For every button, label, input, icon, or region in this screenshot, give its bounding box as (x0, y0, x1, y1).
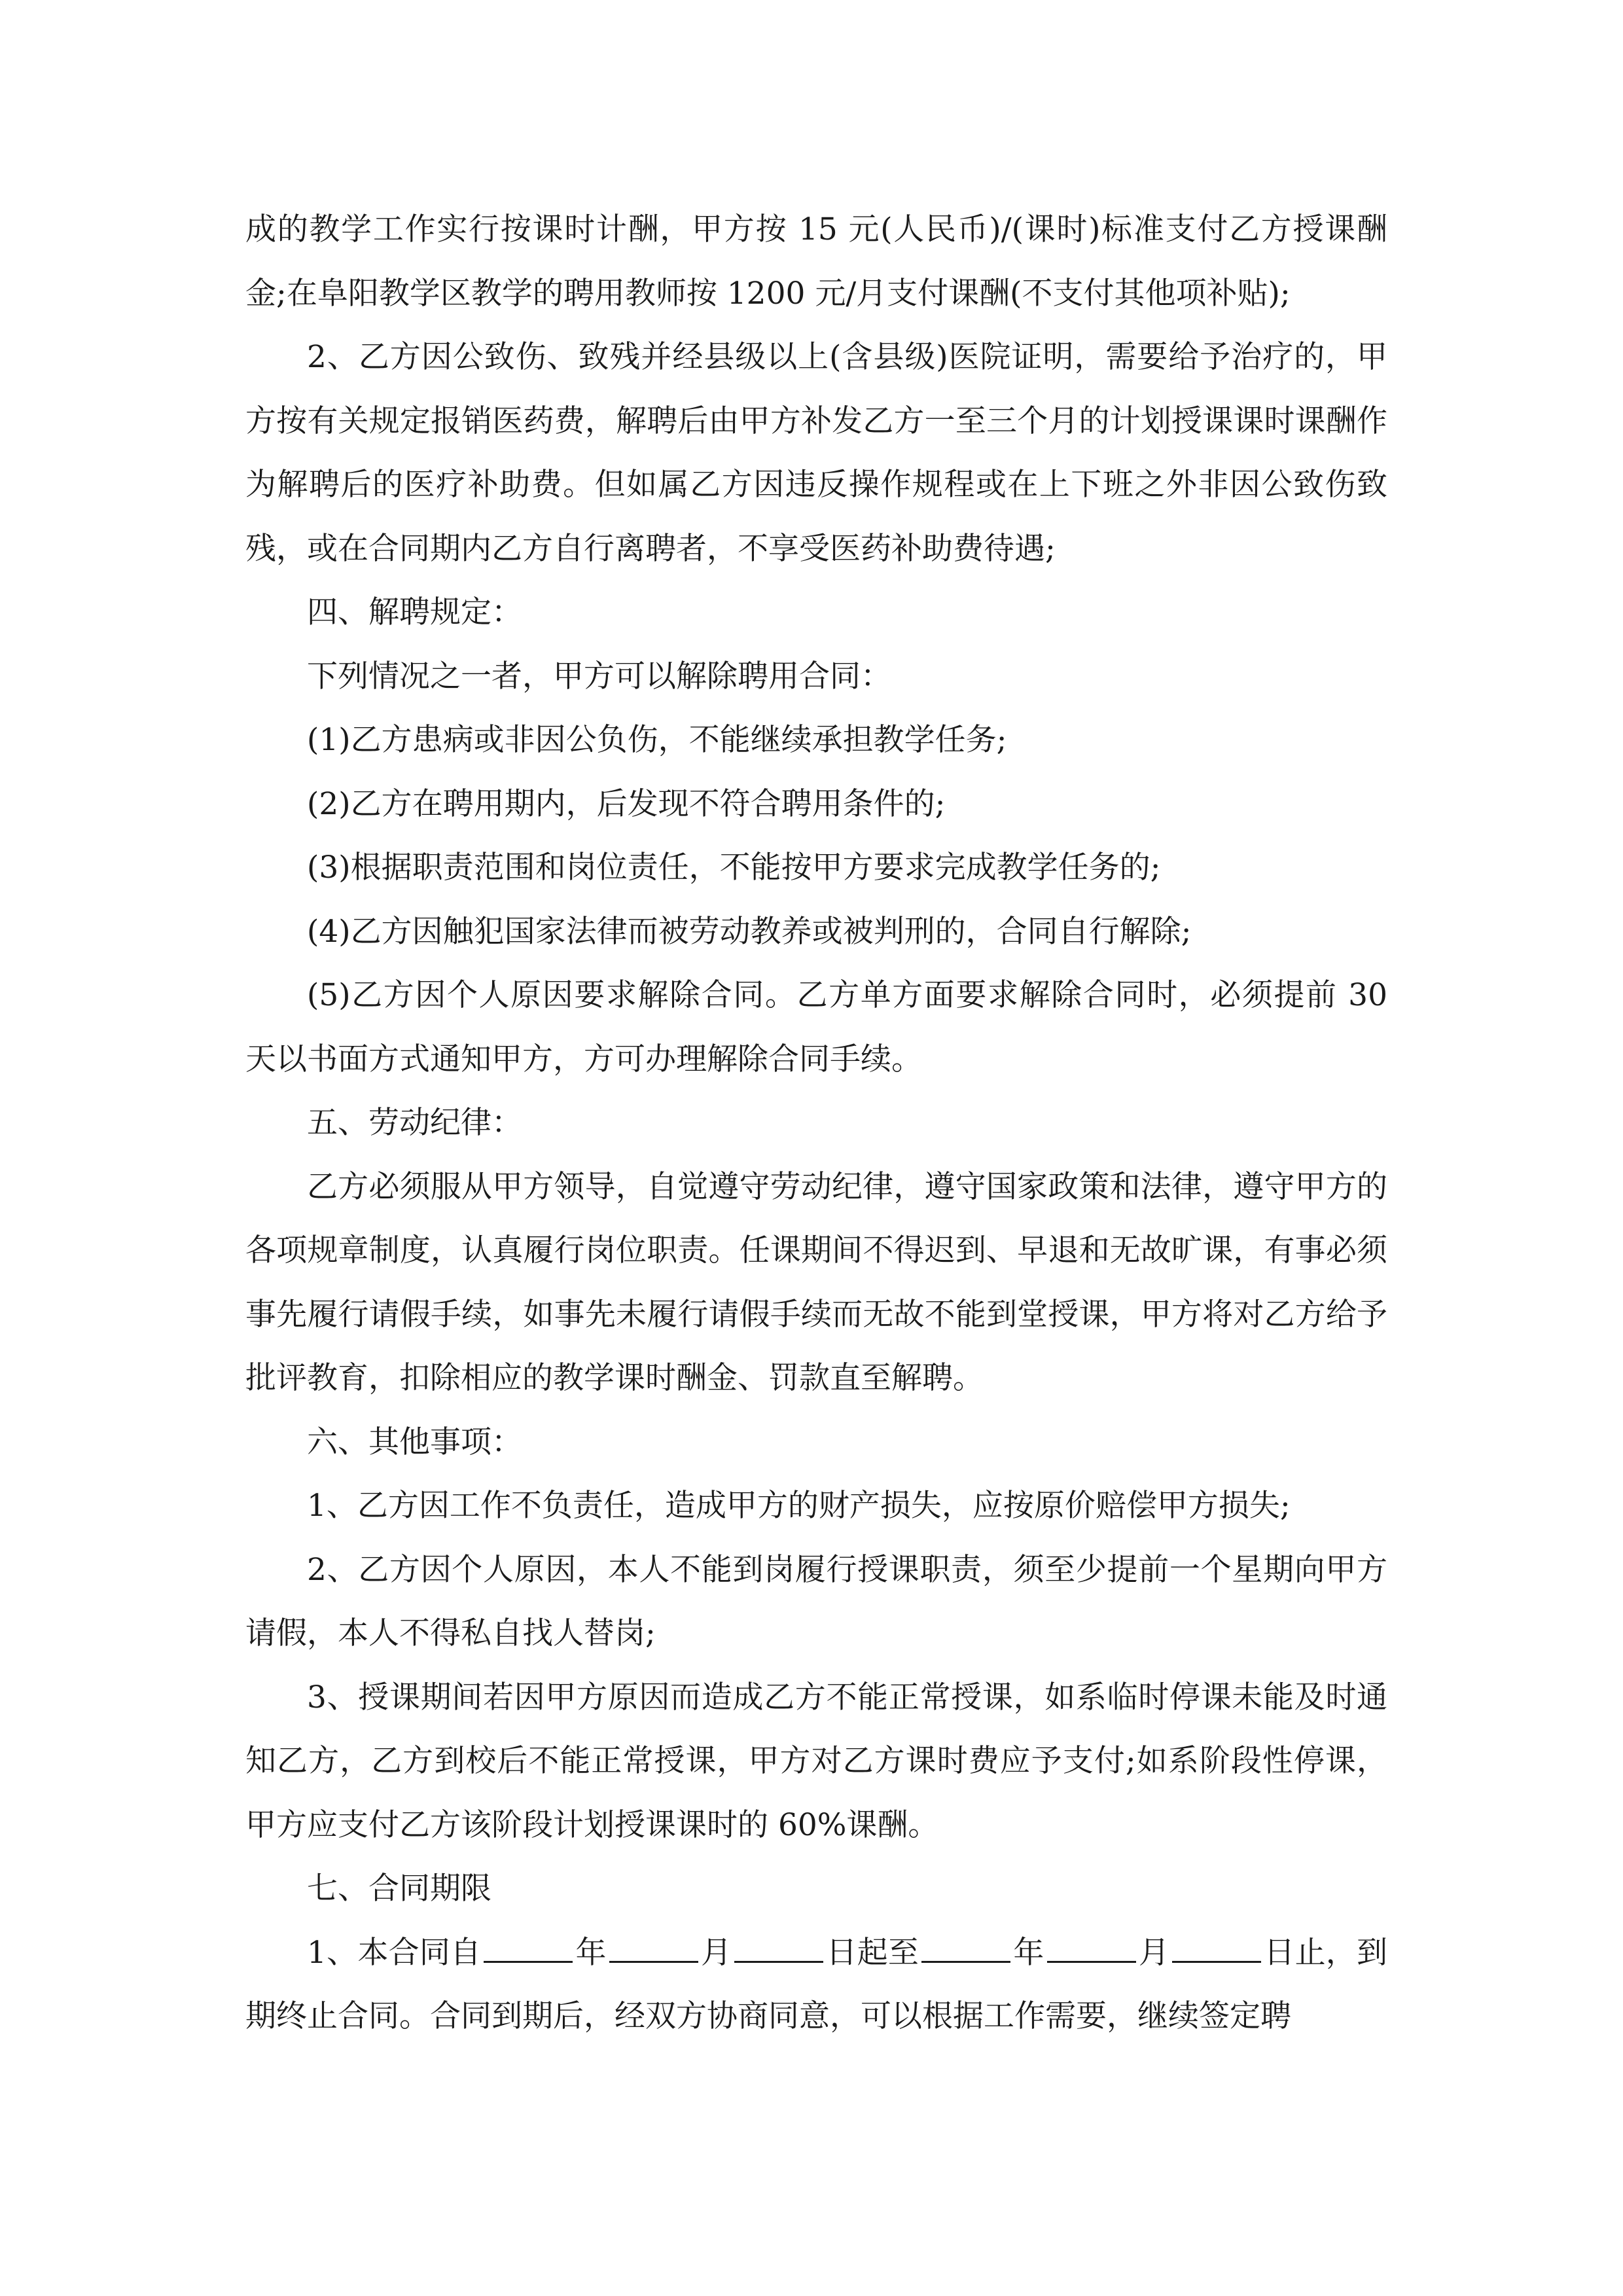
list-item: (1)乙方患病或非因公负伤，不能继续承担教学任务; (307, 722, 1007, 758)
list-item: 1、乙方因工作不负责任，造成甲方的财产损失，应按原价赔偿甲方损失; (307, 1488, 1291, 1524)
term-rest: 到期终止合同。合同到期后，经双方协商同意，可以根据工作需要，继续签定聘 (245, 1934, 1388, 2034)
blank-start-year (484, 1935, 573, 1963)
blank-start-day (734, 1935, 823, 1963)
paragraph: 2、乙方因公致伤、致残并经县级以上(含县级)医院证明，需要给予治疗的，甲方按有关规定报销医药费，解聘后由甲方补发乙方一至三个月的计划授课课时课酬作为解聘后的医疗补助费。但如属乙方因违反操作规程或在上下班之外非因公致伤致残，或在合同期内乙方自行离聘者，不享受医药补助费待遇; (245, 339, 1387, 567)
list-item: (5)乙方因个人原因要求解除合同。乙方单方面要求解除合同时，必须提前 30 天以书面方式通知甲方，方可办理解除合同手续。 (245, 977, 1387, 1077)
term-year-label: 年 (1013, 1934, 1044, 1971)
term-month-label: 月 (700, 1934, 732, 1971)
section-heading: 四、解聘规定： (307, 594, 522, 630)
blank-end-day (1172, 1935, 1261, 1963)
section-heading: 七、合同期限 (307, 1871, 491, 1907)
list-item: (4)乙方因触犯国家法律而被劳动教养或被判刑的，合同自行解除; (307, 913, 1192, 950)
term-month-label: 月 (1138, 1934, 1170, 1971)
list-item: (3)根据职责范围和岗位责任，不能按甲方要求完成教学任务的; (307, 850, 1161, 886)
term-day-from-label: 日起至 (826, 1934, 919, 1971)
section-heading: 六、其他事项： (307, 1424, 522, 1460)
blank-end-month (1047, 1935, 1136, 1963)
paragraph: 下列情况之一者，甲方可以解除聘用合同： (307, 658, 891, 694)
paragraph: 乙方必须服从甲方领导，自觉遵守劳动纪律，遵守国家政策和法律，遵守甲方的各项规章制度，认真履行岗位职责。任课期间不得迟到、早退和无故旷课，有事必须事先履行请假手续，如事先未履行请假手续而无故不能到堂授课，甲方将对乙方给予批评教育，扣除相应的教学课时酬金、罚款直至解聘。 (245, 1168, 1387, 1396)
list-item: (2)乙方在聘用期内，后发现不符合聘用条件的; (307, 785, 946, 822)
term-year-label: 年 (575, 1934, 607, 1971)
list-item: 2、乙方因个人原因，本人不能到岗履行授课职责，须至少提前一个星期向甲方请假，本人不得私自找人替岗; (245, 1551, 1387, 1651)
list-item: 3、授课期间若因甲方原因而造成乙方不能正常授课，如系临时停课未能及时通知乙方，乙方到校后不能正常授课，甲方对乙方课时费应予支付;如系阶段性停课，甲方应支付乙方该阶段计划授课课时的 60%课酬。 (245, 1679, 1387, 1843)
term-day-to-label: 日止， (1264, 1934, 1357, 1971)
blank-start-month (609, 1935, 698, 1963)
term-prefix: 1、本合同自 (307, 1934, 482, 1971)
document-body (245, 198, 1387, 2049)
contract-term-clause (245, 1921, 1387, 2049)
blank-end-year (921, 1935, 1010, 1963)
paragraph: 成的教学工作实行按课时计酬，甲方按 15 元(人民币)/(课时)标准支付乙方授课酬金;在阜阳教学区教学的聘用教师按 1200 元/月支付课酬(不支付其他项补贴); (245, 211, 1387, 312)
section-heading: 五、劳动纪律： (307, 1105, 522, 1141)
